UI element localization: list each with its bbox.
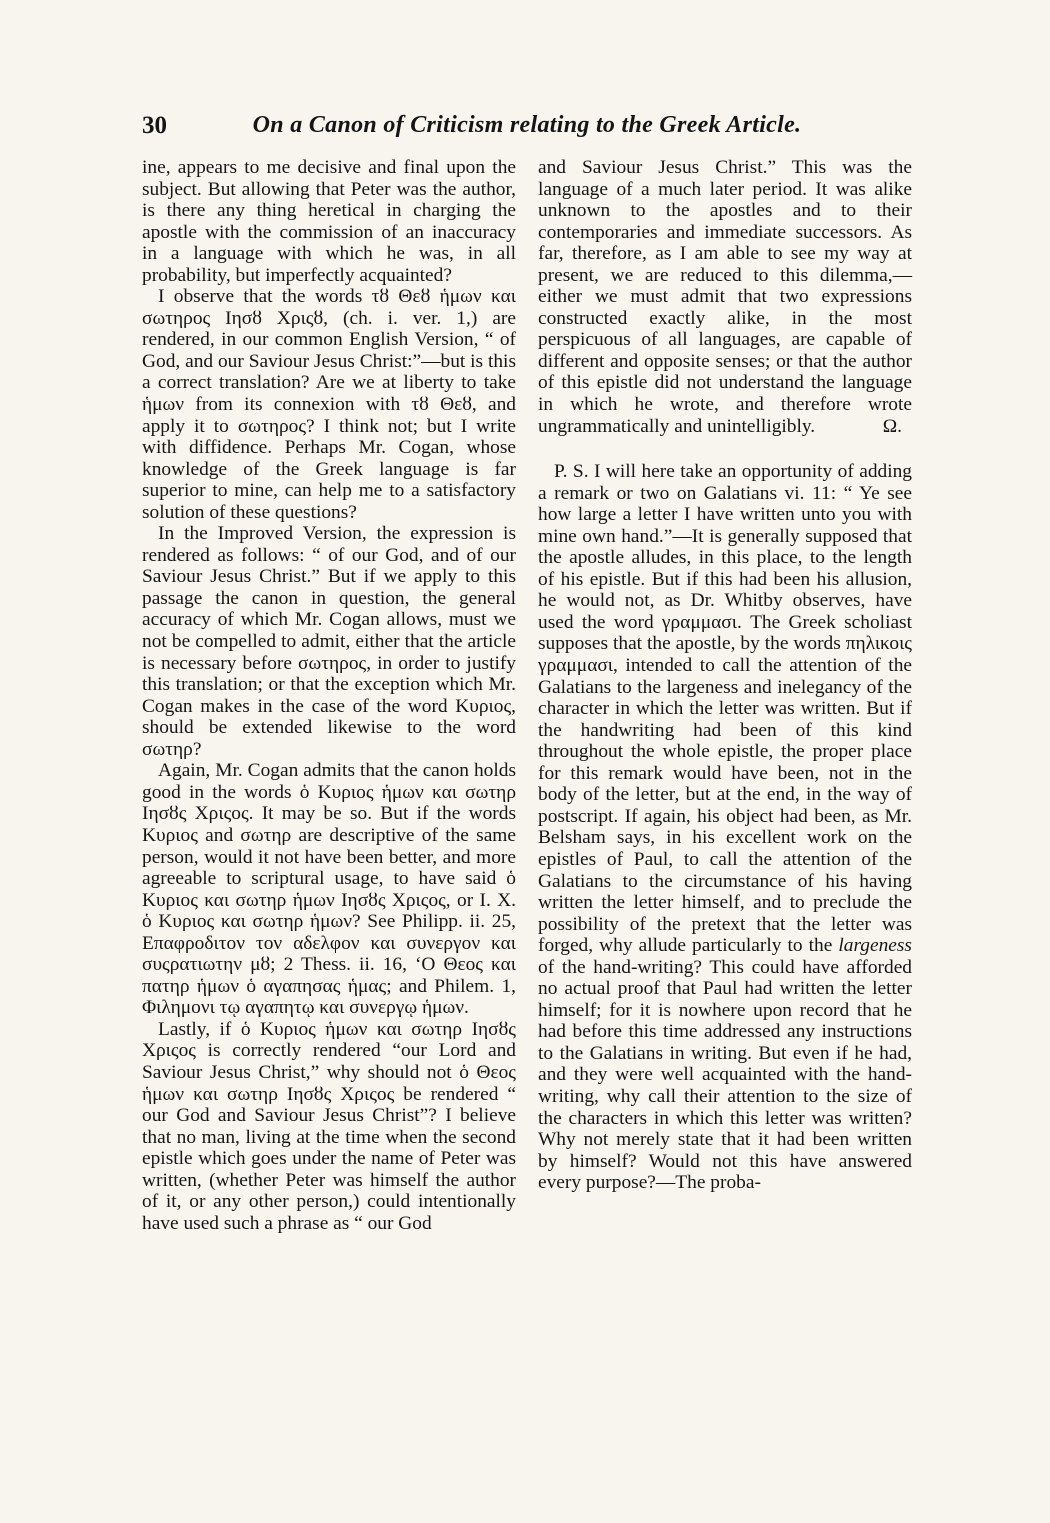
paragraph-text: and Saviour Jesus Christ.” This was the language of a much later period. It was alike unknown to the apostles and to their contemporaries and immediate successors. As far, therefore, as I am able to see my way at present, we are reduced to this dilemma,—either we must admit that two expressions constructed exactly alike, in the most perspicuous of all languages, are capable of different and opposite senses; or that the author of this epistle did not understand the language in which he wrote, and therefore wrote ungrammatically and unintelligibly. [538,157,912,437]
paragraph: Again, Mr. Cogan admits that the canon holds good in the words ὁ Κυριος ἡμων και σωτηρ Iησȣς Χριςος. It may be so. But if the words Κυριος and σωτηρ are descriptive of the same person, would it not have been better, and more agreeable to scriptural usage, to have said ὁ Κυριος και σωτηρ ἡμων Iησȣς Χριςος, or I. X. ὁ Κυριος και σωτηρ ἡμων? See Philipp. ii. 25, Επαφροδιτον τον αδελφον και συνεργον και συςρατιωτην μȣ; 2 Thess. ii. 16, ‘Ο Θεος και πατηρ ἡμων ὁ αγαπησας ἡμας; and Philem. 1, Φιλημονι τῳ αγαπητῳ και συνεργῳ ἡμων. [142,760,516,1019]
running-head [142,112,912,146]
italic-word: largeness [838,935,912,957]
left-column [142,157,516,1234]
postscript-text: P. S. I will here take an opportunity of adding a remark or two on Galatians vi. 11: “ Ye see how large a letter I have written unto you with mine own hand.”—It is generally supposed that the apostle alludes, in this place, to the length of his epistle. But if this had been his allusion, he would not, as Dr. Whitby observes, have used the word γραμμασι. The Greek scholiast supposes that the apostle, by the words πηλικοις γραμμασι, intended to call the attention of the Galatians to the largeness and inelegancy of the character in which the letter was written. But if the handwriting had been of this kind throughout the whole epistle, the proper place for this remark would have been, not in the body of the letter, but at the end, in the way of postscript. If again, his object had been, as Mr. Belsham says, in his excellent work on the epistles of Paul, to call the attention of the Galatians to the circumstance of his having written the letter himself, and to preclude the possibility of the pretext that the letter was forged, why allude particularly to the [538,461,912,957]
paragraph: I observe that the words τȣ Θεȣ ἡμων και σωτηρος Iησȣ Χριςȣ, (ch. i. ver. 1,) are rendered, in our common English Version, “ of God, and our Saviour Jesus Christ:”—but is this a correct translation? Are we at liberty to take ἡμων from its connexion with τȣ Θεȣ, and apply it to σωτηρος? I think not; but I write with diffidence. Perhaps Mr. Cogan, whose knowledge of the Greek language is far superior to mine, can help me to a satisfactory solution of these questions? [142,286,516,523]
postscript-paragraph [538,461,912,1194]
paragraph: ine, appears to me decisive and final upon the subject. But allowing that Peter was the author, is there any thing heretical in charging the apostle with the commission of an inaccuracy in a language with which he was, in all probability, but imperfectly acquainted? [142,157,516,286]
postscript-text-continued: of the hand-writing? This could have afforded no actual proof that Paul had written the letter himself; for it is nowhere upon record that he had before this time addressed any instructions to the Galatians in writing. But even if he had, and they were well acquainted with the hand-writing, why call their attention to the size of the characters in which this letter was written? Why not merely state that it had been written by himself? Would not this have answered every purpose?—The proba- [538,956,912,1194]
running-title: On a Canon of Criticism relating to the Greek Article. [252,112,802,138]
page-number: 30 [142,112,167,139]
paragraph: Lastly, if ὁ Κυριος ἡμων και σωτηρ Iησȣς Χριςος is correctly rendered “our Lord and Saviour Jesus Christ,” why should not ὁ Θεος ἡμων και σωτηρ Iησȣς Χριςος be rendered “ our God and Saviour Jesus Christ”? I believe that no man, living at the time when the second epistle which goes under the name of Peter was written, (whether Peter was himself the author of it, or any other person,) could intentionally have used such a phrase as “ our God [142,1018,516,1234]
signature: Ω. [882,415,902,437]
paragraph: In the Improved Version, the expression is rendered as follows: “ of our God, and of our Saviour Jesus Christ.” But if we apply to this passage the canon in question, the general accuracy of which Mr. Cogan allows, must we not be compelled to admit, either that the article is necessary before σωτηρος, in order to justify this translation; or that the exception which Mr. Cogan makes in the case of the word Κυριος, should be extended likewise to the word σωτηρ? [142,523,516,760]
spacer [538,437,912,461]
right-column [538,157,912,1194]
paragraph [538,157,912,437]
